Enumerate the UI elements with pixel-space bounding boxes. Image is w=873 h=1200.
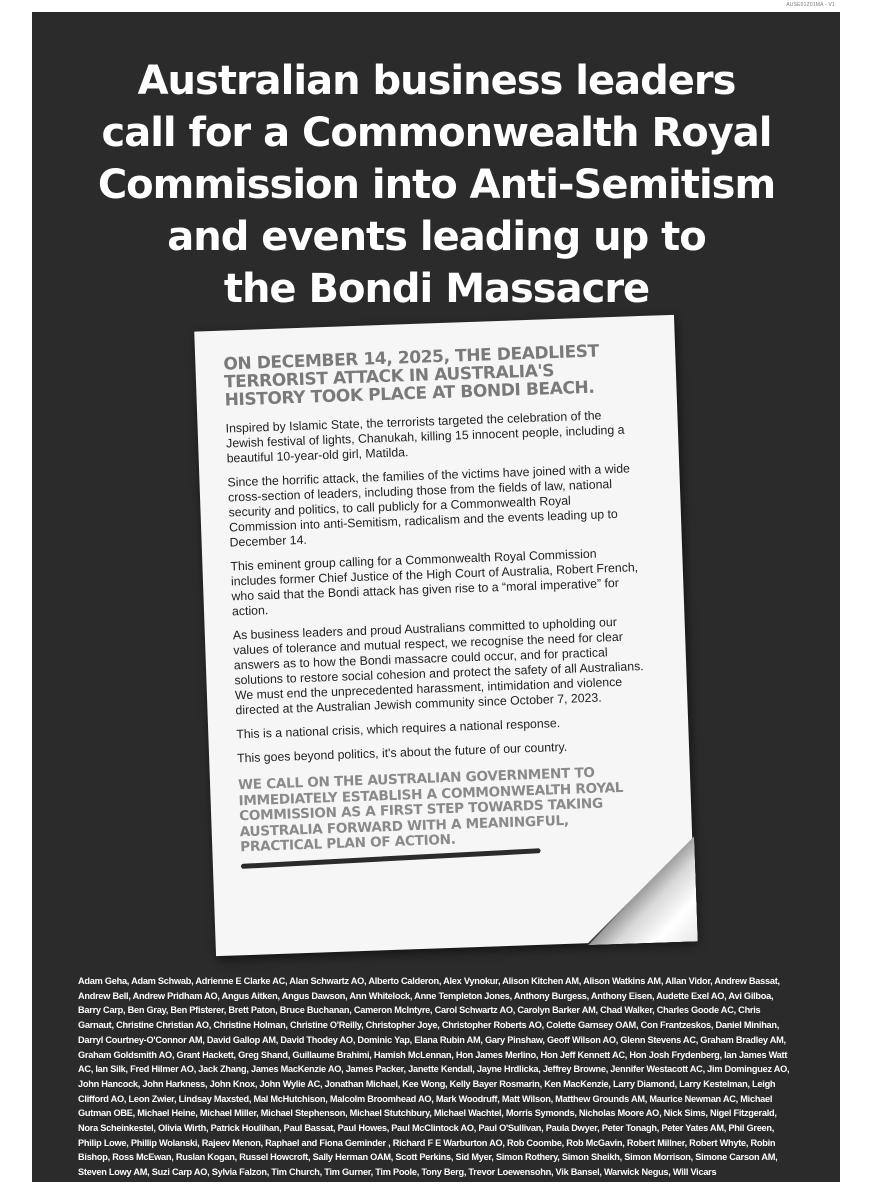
signatories-list: Adam Geha, Adam Schwab, Adrienne E Clarke AC, Alan Schwartz AO, Alberto Calderon, Alex Vynokur, Alison Kitchen AM, Alison Watkins AM, Allan Vidor, Andrew Bassat, Andrew Bell, Andrew Pridham AO, Angus Aitken, Angus Dawson, Ann Whitelock, Anne Templeton Jones, Anthony Burgess, Anthony Eisen, Audette Exel AO, Avi Gilboa, Barry Carp, Ben Gray, Ben Pfisterer, Brett Paton, Bruce Buchanan, Cameron McIntyre, Carol Schwartz AO, Carolyn Barker AM, Chad Walker, Charles Goode AC, Chris Garnaut, Christine Christian AO, Christine Holman, Christine O'Reilly, Christopher Joye, Christopher Roberts AO, Colette Garnsey OAM, Con Frantzeskos, Daniel Minihan, Darryl Courtney-O'Connor AM, David Gallop AM, David Thodey AO, Dominic Yap, Elana Rubin AM, Gary Pinshaw, Geoff Wilson AO, Glenn Stevens AC, Graham Bradley AM, Graham Goldsmith AO, Grant Hackett, Greg Shand, Guillaume Brahimi, Hamish McLennan, Hon James Merlino, Hon Jeff Kennett AC, Hon Josh Frydenberg, Ian James Watt AC, Ian Silk, Fred Hilmer AO, Jack Zhang, James MacKenzie AO, James Packer, Janette Kendall, Jayne Hrdlicka, Jeffrey Browne, Jennifer Westacott AC, Jim Dominguez AO, John Hancock, John Harkness, John Knox, John Wylie AC, Jonathan Michael, Kee Wong, Kelly Bayer Rosmarin, Ken MacKenzie, Larry Diamond, Larry Kestelman, Leigh Clifford AO, Leon Zwier, Lindsay Maxsted, Mal McHutchison, Malcolm Broomhead AO, Mark Woodruff, Matt Wilson, Matthew Grounds AM, Maurice Newman AC, Michael Gutman OBE, Michael Heine, Michael Miller, Michael Stephenson, Michael Stutchbury, Michael Wachtel, Morris Symonds, Nicholas Moore AO, Nick Sims, Nigel Fitzgerald, Nora Scheinkestel, Olivia Wirth, Patrick Houlihan, Paul Bassat, Paul Howes, Paul McClintock AO, Paul O'Sullivan, Paula Dwyer, Peter Tonagh, Peter Yates AM, Phil Green, Philip Lowe, Phillip Wolanski, Rajeev Menon, Raphael and Fiona Geminder , Richard F E Warburton AO, Rob Coombe, Rob McGavin, Robert Millner, Robert Whyte, Robin Bishop, Ross McEwan, Ruslan Kogan, Russel Howcroft, Sally Herman OAM, Scott Perkins, Sid Myer, Simon Rothery, Simon Sheikh, Simon Morrison, Simone Carson AM, Steven Lowy AM, Suzi Carp AO, Sylvia Falzon, Tim Church, Tim Gurner, Tim Poole, Tony Berg, Trevor Loewensohn, Vik Bansel, Warwick Negus, Will Vicars	[78, 976, 790, 1178]
page-folio: AUSE01Z01MA - V1	[786, 2, 835, 8]
letter-body	[223, 341, 651, 865]
letter-paragraph: Since the horrific attack, the families of the victims have joined with a wide cross-section of leaders, including those from the fields of law, national security and politics, to call publicly for a Commonwealth Royal Commission into anti-Semitism, radicalism and the events leading up to December 14.	[227, 461, 631, 550]
headline-line: and events leading up to	[167, 214, 706, 260]
headline-line: Commission into Anti-Semitism	[97, 162, 776, 208]
headline	[0, 55, 873, 315]
headline-line: call for a Commonwealth Royal	[101, 110, 772, 156]
open-letter-paper	[194, 315, 696, 956]
letter-paragraph: As business leaders and proud Australians committed to upholding our values of tolerance and mutual respect, we recognise the need for clear answers as to how the Bondi massacre could occur, and for practical solutions to restore social cohesion and protect the safety of all Australians. We must end the unprecedented harassment, intimidation and violence directed at the Australian Jewish community since October 7, 2023.	[232, 615, 644, 718]
letter-paragraph: This goes beyond politics, it's about the future of our country.	[236, 739, 568, 766]
letter-heading: ON DECEMBER 14, 2025, THE DEADLIEST TERRORIST ATTACK IN AUSTRALIA'S HISTORY TOOK PLACE AT BONDI BEACH.	[223, 341, 600, 411]
headline-line: the Bondi Massacre	[223, 266, 650, 312]
call-to-action: WE CALL ON THE AUSTRALIAN GOVERNMENT TO IMMEDIATELY ESTABLISH A COMMONWEALTH ROYAL COMMISSION AS A FIRST STEP TOWARDS TAKING AUSTRALIA FORWARD WITH A MEANINGFUL, PRACTICAL PLAN OF ACTION.	[237, 764, 624, 856]
letter-paragraph: This is a national crisis, which requires a national response.	[236, 716, 561, 742]
headline-line: Australian business leaders	[137, 58, 736, 104]
letter-paragraph: This eminent group calling for a Commonwealth Royal Commission includes former Chief Justice of the High Court of Australia, Robert French, who said that the Bondi attack has given rise to a “moral imperative” for action.	[230, 546, 639, 619]
letter-paragraph: Inspired by Islamic State, the terrorists targeted the celebration of the Jewish festival of lights, Chanukah, killing 15 innocent people, including a beautiful 10-year-old girl, Matilda.	[225, 408, 625, 466]
